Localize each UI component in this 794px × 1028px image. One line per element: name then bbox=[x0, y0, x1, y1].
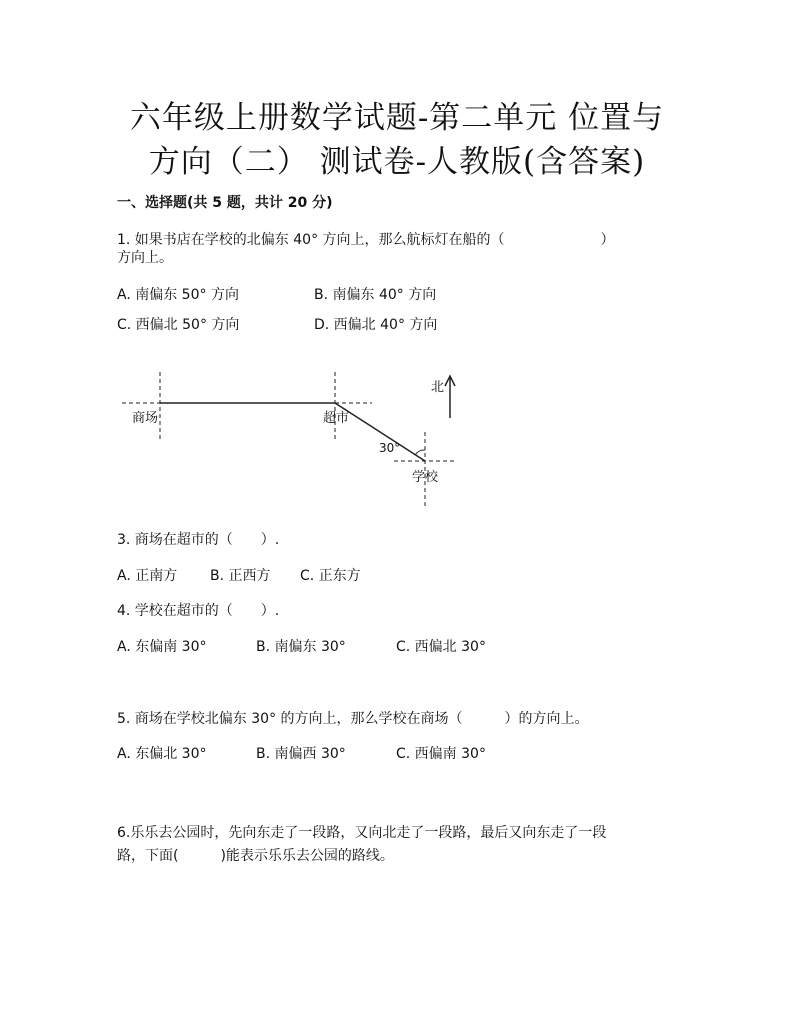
section-heading: 一、选择题(共 5 题，共计 20 分) bbox=[117, 195, 333, 211]
question-1 bbox=[117, 229, 615, 249]
q4-option-b: B. 南偏东 30° bbox=[256, 639, 346, 655]
question-3: 3. 商场在超市的（ ）. bbox=[117, 532, 280, 548]
q1-option-c: C. 西偏北 50° 方向 bbox=[117, 317, 240, 333]
angle-arc bbox=[415, 450, 425, 455]
market-label: 超市 bbox=[323, 411, 350, 426]
q5-option-c: C. 西偏南 30° bbox=[396, 746, 486, 762]
q1-option-b: B. 南偏东 40° 方向 bbox=[314, 287, 437, 303]
school-label: 学校 bbox=[412, 470, 439, 485]
question-1-cont: 方向上。 bbox=[117, 250, 173, 266]
question-4: 4. 学校在超市的（ ）. bbox=[117, 603, 280, 619]
q5-option-a: A. 东偏北 30° bbox=[117, 746, 207, 762]
title-line-2: 方向（二） 测试卷-人教版(含答案) bbox=[148, 144, 646, 180]
north-label: 北 bbox=[431, 380, 445, 395]
question-1-text: 1. 如果书店在学校的北偏东 40° 方向上，那么航标灯在船的（ bbox=[117, 232, 505, 248]
question-6: 6.乐乐去公园时，先向东走了一段路，又向北走了一段路，最后又向东走了一段 bbox=[117, 825, 607, 841]
q3-option-c: C. 正东方 bbox=[300, 568, 361, 584]
q3-option-b: B. 正西方 bbox=[210, 568, 271, 584]
q1-option-a: A. 南偏东 50° 方向 bbox=[117, 287, 239, 303]
question-5: 5. 商场在学校北偏东 30° 的方向上，那么学校在商场（ ）的方向上。 bbox=[117, 711, 589, 727]
question-1-close: ） bbox=[600, 232, 615, 248]
angle-label: 30° bbox=[379, 441, 401, 455]
location-diagram bbox=[0, 360, 794, 520]
q5-option-b: B. 南偏西 30° bbox=[256, 746, 346, 762]
question-6-cont: 路，下面( )能表示乐乐去公园的路线。 bbox=[117, 848, 394, 864]
q1-option-d: D. 西偏北 40° 方向 bbox=[314, 317, 438, 333]
title-line-1: 六年级上册数学试题-第二单元 位置与 bbox=[129, 100, 665, 136]
mall-label: 商场 bbox=[132, 411, 159, 426]
q3-option-a: A. 正南方 bbox=[117, 568, 178, 584]
q4-option-a: A. 东偏南 30° bbox=[117, 639, 207, 655]
q4-option-c: C. 西偏北 30° bbox=[396, 639, 486, 655]
